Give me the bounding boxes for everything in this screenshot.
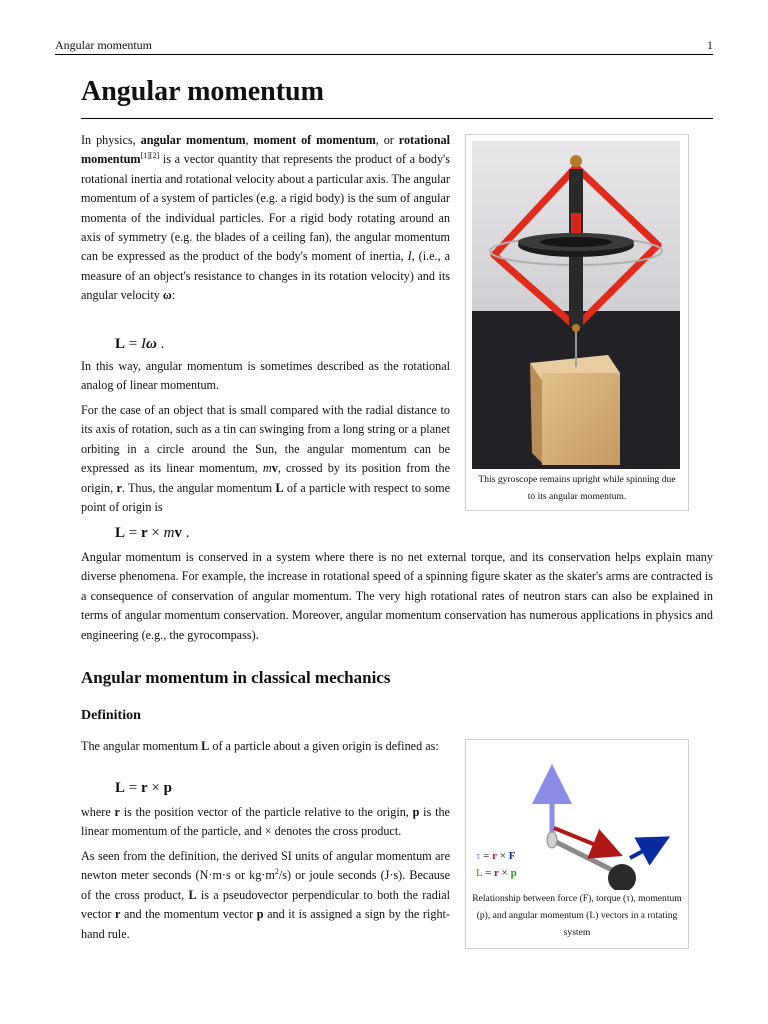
gyroscope-top-knob <box>570 155 582 167</box>
definition-paragraph: The angular momentum L of a particle about a given origin is defined as: <box>81 739 439 753</box>
vectors-figure <box>465 739 689 949</box>
angular-momentum-equation-label: L = r × p <box>476 867 517 879</box>
wooden-block <box>530 355 620 465</box>
section-heading: Angular momentum in classical mechanics <box>81 668 391 687</box>
title-rule <box>81 118 713 119</box>
radius-arm <box>552 840 620 874</box>
gyroscope-figure <box>465 134 689 511</box>
running-header-title: Angular momentum <box>55 38 152 52</box>
page-number: 1 <box>707 38 713 52</box>
small-object-paragraph: For the case of an object that is small compared with the radial distance to its axis of rotation, such as a tin can swinging from a long string or a planet orbiting in a circle around the Sun, the angular momentum can be expressed as its linear momentum, mv, crossed by its position from the origin, r. Thus, the angular momentum L of a particle with respect to some point of origin is <box>81 403 451 515</box>
page-title: Angular momentum <box>81 76 324 107</box>
where-paragraph: where r is the position vector of the particle relative to the origin, p is the linear momentum of the particle, and × denotes the cross product. <box>81 805 450 839</box>
gyroscope-caption: This gyroscope remains upright while spinning due to its angular momentum. <box>478 474 676 502</box>
formula-L-equals-I-omega: L = Iω . <box>115 336 165 352</box>
formula-L-equals-r-cross-mv: L = r × mv . <box>115 525 190 541</box>
conservation-paragraph: Angular momentum is conserved in a system where there is no net external torque, and its conservation helps explain many diverse phenomena. For example, the increase in rotational speed of a spinning figure skater as the skater's arms are contracted is a consequence of conservation of angular momentum. The very high rotational rates of neutron stars can also be explained in terms of angular momentum conservation. Moreover, angular momentum conservation has numerous applications in physics and engineering (e.g., the gyrocompass). <box>81 550 713 642</box>
torque-equation-label: τ = r × F <box>476 850 516 862</box>
formula-L-equals-r-cross-p: L = r × p <box>115 780 172 796</box>
gyroscope-image <box>472 141 680 469</box>
si-units-paragraph: As seen from the definition, the derived SI units of angular momentum are newton meter seconds (N·m·s or $kg\cdot m^2/s$) or joule seconds (J·s). Because of the cross product, L is a pseudovector perpendicular to both the radial vector r and the momentum vector p and it is assigned a sign by the right-hand rule. <box>81 849 450 941</box>
intro-paragraph: In physics, angular momentum, moment of momentum, or rotational momentum[1][2] is a vector quantity that represents the product of a body's rotational inertia and rotational velocity about a particular axis. The angular momentum of a system of particles (e.g. a rigid body) is the sum of angular momenta of the individual particles. For a rigid body rotating around an axis of symmetry (e.g. the blades of a ceiling fan), the angular momentum can be expressed as the product of the body's moment of inertia, I, (i.e., a measure of an object's resistance to changes in its rotation velocity) and its angular velocity ω: <box>81 133 450 303</box>
running-header <box>55 38 713 55</box>
vectors-caption: Relationship between force (F), torque (τ), momentum (p), and angular momentum (L) vectors in a rotating system <box>472 893 682 938</box>
momentum-vector <box>630 844 656 858</box>
subsection-heading: Definition <box>81 708 141 723</box>
rotational-analog-paragraph: In this way, angular momentum is sometimes described as the rotational analog of linear momentum. <box>81 359 450 393</box>
